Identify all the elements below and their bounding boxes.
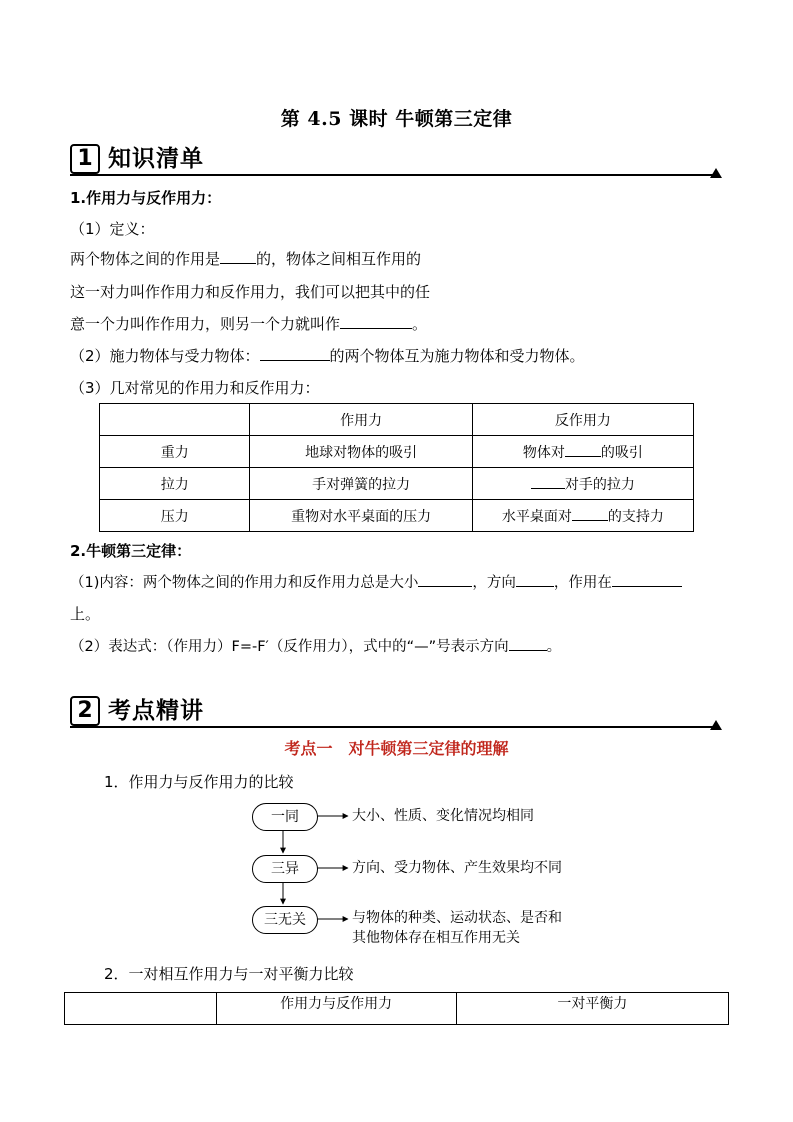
section-header-1	[70, 142, 722, 178]
table-cell: 重物对水平桌面的压力	[250, 500, 472, 532]
table-row	[100, 500, 694, 532]
text-span: 。	[546, 639, 562, 655]
fill-blank[interactable]	[572, 506, 608, 521]
fill-blank[interactable]	[565, 442, 601, 457]
section-label: 知识清单	[108, 146, 204, 172]
table-cell: 手对弹簧的拉力	[250, 468, 472, 500]
fill-blank[interactable]	[612, 572, 682, 587]
text-span: （2）施力物体与受力物体：	[70, 347, 260, 365]
text-span: 的，物体之间相互作用的	[256, 250, 422, 268]
fill-blank[interactable]	[418, 572, 472, 587]
kaodian-item1: 1．作用力与反作用力的比较	[104, 773, 294, 791]
text-span: （2）表达式：（作用力）F=-F′（反作用力），式中的“—”号表示方向	[70, 639, 509, 655]
k1-def-line1	[70, 249, 421, 269]
text-span: 水平桌面对	[501, 508, 572, 525]
section-header-2	[70, 694, 722, 730]
k1-def-line3	[70, 314, 427, 334]
section-number-box: 1	[70, 144, 100, 174]
text-span: 意一个力叫作作用力，则另一个力就叫作	[70, 315, 341, 333]
table-cell: 重力	[100, 436, 250, 468]
section-rule	[70, 726, 714, 728]
text-span: 两个物体之间的作用是	[70, 250, 221, 268]
diagram-note: 方向、受力物体、产生效果均不同	[352, 860, 562, 876]
comparison-table	[64, 992, 729, 1025]
text-span: ，方向	[472, 575, 516, 591]
text-span: 物体对	[522, 444, 565, 461]
text-span: 对手的拉力	[564, 476, 635, 493]
table-cell	[472, 500, 693, 532]
text-span: （1)内容：两个物体之间的作用力和反作用力总是大小	[70, 575, 419, 591]
section-label: 考点精讲	[108, 698, 204, 724]
fill-blank[interactable]	[260, 346, 330, 361]
text-span: ，作用在	[553, 575, 612, 591]
k1-p3: （3）几对常见的作用力和反作用力：	[70, 379, 320, 397]
k1-heading: 1.作用力与反作用力：	[70, 189, 222, 207]
triangle-icon	[710, 720, 722, 730]
fill-blank[interactable]	[531, 474, 565, 489]
table-cell: 地球对物体的吸引	[250, 436, 472, 468]
diagram-node-sanyi: 三异	[252, 855, 318, 883]
k2-heading: 2.牛顿第三定律：	[70, 542, 192, 560]
table-cell	[65, 993, 217, 1025]
table-header-row	[65, 993, 729, 1025]
diagram-note: 与物体的种类、运动状态、是否和	[352, 910, 562, 926]
table-cell	[472, 468, 693, 500]
table-row	[100, 468, 694, 500]
text-span: 。	[412, 315, 428, 333]
forces-table	[99, 403, 694, 532]
section-rule	[70, 174, 714, 176]
diagram-node-sanwuguan: 三无关	[252, 906, 318, 934]
page-title: 第 4.5 课时 牛顿第三定律	[280, 108, 513, 130]
diagram-node-yitong: 一同	[252, 803, 318, 831]
table-cell: 拉力	[100, 468, 250, 500]
fill-blank[interactable]	[220, 249, 256, 264]
table-cell: 作用力与反作用力	[216, 993, 456, 1025]
fill-blank[interactable]	[509, 636, 547, 651]
k1-def-line2: 这一对力叫作作用力和反作用力，我们可以把其中的任	[70, 283, 431, 301]
section-number-box: 2	[70, 696, 100, 726]
k2-p2	[70, 636, 561, 657]
comparison-diagram	[250, 801, 580, 951]
kaodian-item2: 2．一对相互作用力与一对平衡力比较	[104, 965, 354, 983]
table-header-row	[100, 404, 694, 436]
fill-blank[interactable]	[340, 314, 412, 329]
fill-blank[interactable]	[516, 572, 554, 587]
text-span: 的支持力	[607, 508, 664, 525]
table-row	[100, 436, 694, 468]
k2-p1-end: 上。	[70, 605, 101, 623]
triangle-icon	[710, 168, 722, 178]
text-span: 的吸引	[600, 444, 643, 461]
table-cell: 一对平衡力	[456, 993, 728, 1025]
table-cell: 作用力	[250, 404, 472, 436]
k1-p2	[70, 346, 585, 366]
table-cell	[100, 404, 250, 436]
diagram-note: 其他物体存在相互作用无关	[352, 930, 520, 946]
table-cell: 反作用力	[472, 404, 693, 436]
table-cell: 压力	[100, 500, 250, 532]
diagram-note: 大小、性质、变化情况均相同	[352, 808, 534, 824]
kaodian-heading: 考点一 对牛顿第三定律的理解	[284, 739, 509, 758]
k2-p1	[70, 572, 682, 593]
text-span: 的两个物体互为施力物体和受力物体。	[329, 347, 585, 365]
table-cell	[472, 436, 693, 468]
k1-def-label: （1）定义：	[70, 220, 155, 238]
